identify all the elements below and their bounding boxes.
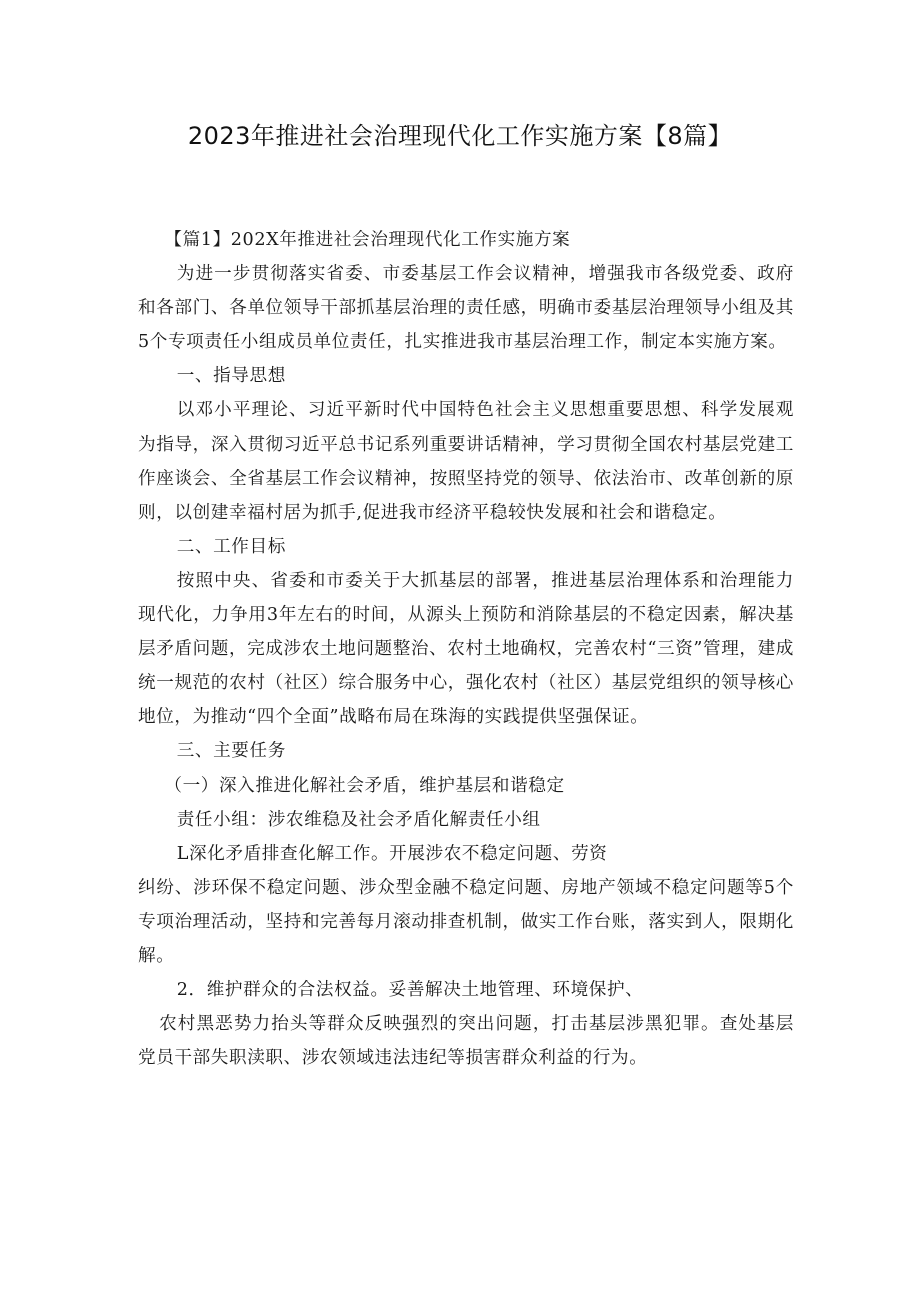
subheading-task-1: （一）深入推进化解社会矛盾，维护基层和谐稳定 [164, 775, 565, 796]
heading-guiding-ideology: 一、指导思想 [176, 366, 286, 387]
paragraph-item-1-start: L深化矛盾排查化解工作。开展涉农不稳定问题、劳资 [176, 843, 608, 864]
document-body [138, 223, 794, 1075]
paragraph-intro: 为进一步贯彻落实省委、市委基层工作会议精神，增强我市各级党委、政府和各部门、各单位领导干部抓基层治理的责任感，明确市委基层治理领导小组及其5个专项责任小组成员单位责任，扎实推进我市基层治理工作，制定本实施方案。 [138, 264, 794, 353]
paragraph-item-2-start: 2．维护群众的合法权益。妥善解决土地管理、环境保护、 [176, 980, 644, 1001]
paragraph-item-2-body: 农村黑恶势力抬头等群众反映强烈的突出问题，打击基层涉黑犯罪。查处基层党员干部失职渎职、涉农领域违法违纪等损害群众利益的行为。 [138, 1014, 794, 1069]
section-heading-1: 【篇1】202X年推进社会治理现代化工作实施方案 [164, 230, 571, 250]
heading-main-tasks: 三、主要任务 [176, 741, 286, 762]
paragraph-item-1-body: 纠纷、涉环保不稳定问题、涉众型金融不稳定问题、房地产领域不稳定问题等5个专项治理活动，坚持和完善每月滚动排查机制，做实工作台账，落实到人，限期化解。 [138, 877, 794, 966]
paragraph-guiding-ideology: 以邓小平理论、习近平新时代中国特色社会主义思想重要思想、科学发展观为指导，深入贯彻习近平总书记系列重要讲话精神，学习贯彻全国农村基层党建工作座谈会、全省基层工作会议精神，按照坚持党的领导、依法治市、改革创新的原则，以创建幸福村居为抓手,促进我市经济平稳较快发展和社会和谐稳定。 [138, 400, 794, 523]
heading-work-goals: 二、工作目标 [176, 536, 286, 557]
paragraph-work-goals: 按照中央、省委和市委关于大抓基层的部署，推进基层治理体系和治理能力现代化，力争用3年左右的时间，从源头上预防和消除基层的不稳定因素，解决基层矛盾问题，完成涉农土地问题整治、农村土地确权，完善农村“三资”管理，建成统一规范的农村（社区）综合服务中心，强化农村（社区）基层党组织的领导核心地位，为推动“四个全面”战略布局在珠海的实践提供坚强保证。 [138, 570, 794, 728]
paragraph-responsible-group: 责任小组：涉农维稳及社会矛盾化解责任小组 [176, 809, 541, 830]
document-title: 2023年推进社会治理现代化工作实施方案【8篇】 [187, 122, 733, 150]
